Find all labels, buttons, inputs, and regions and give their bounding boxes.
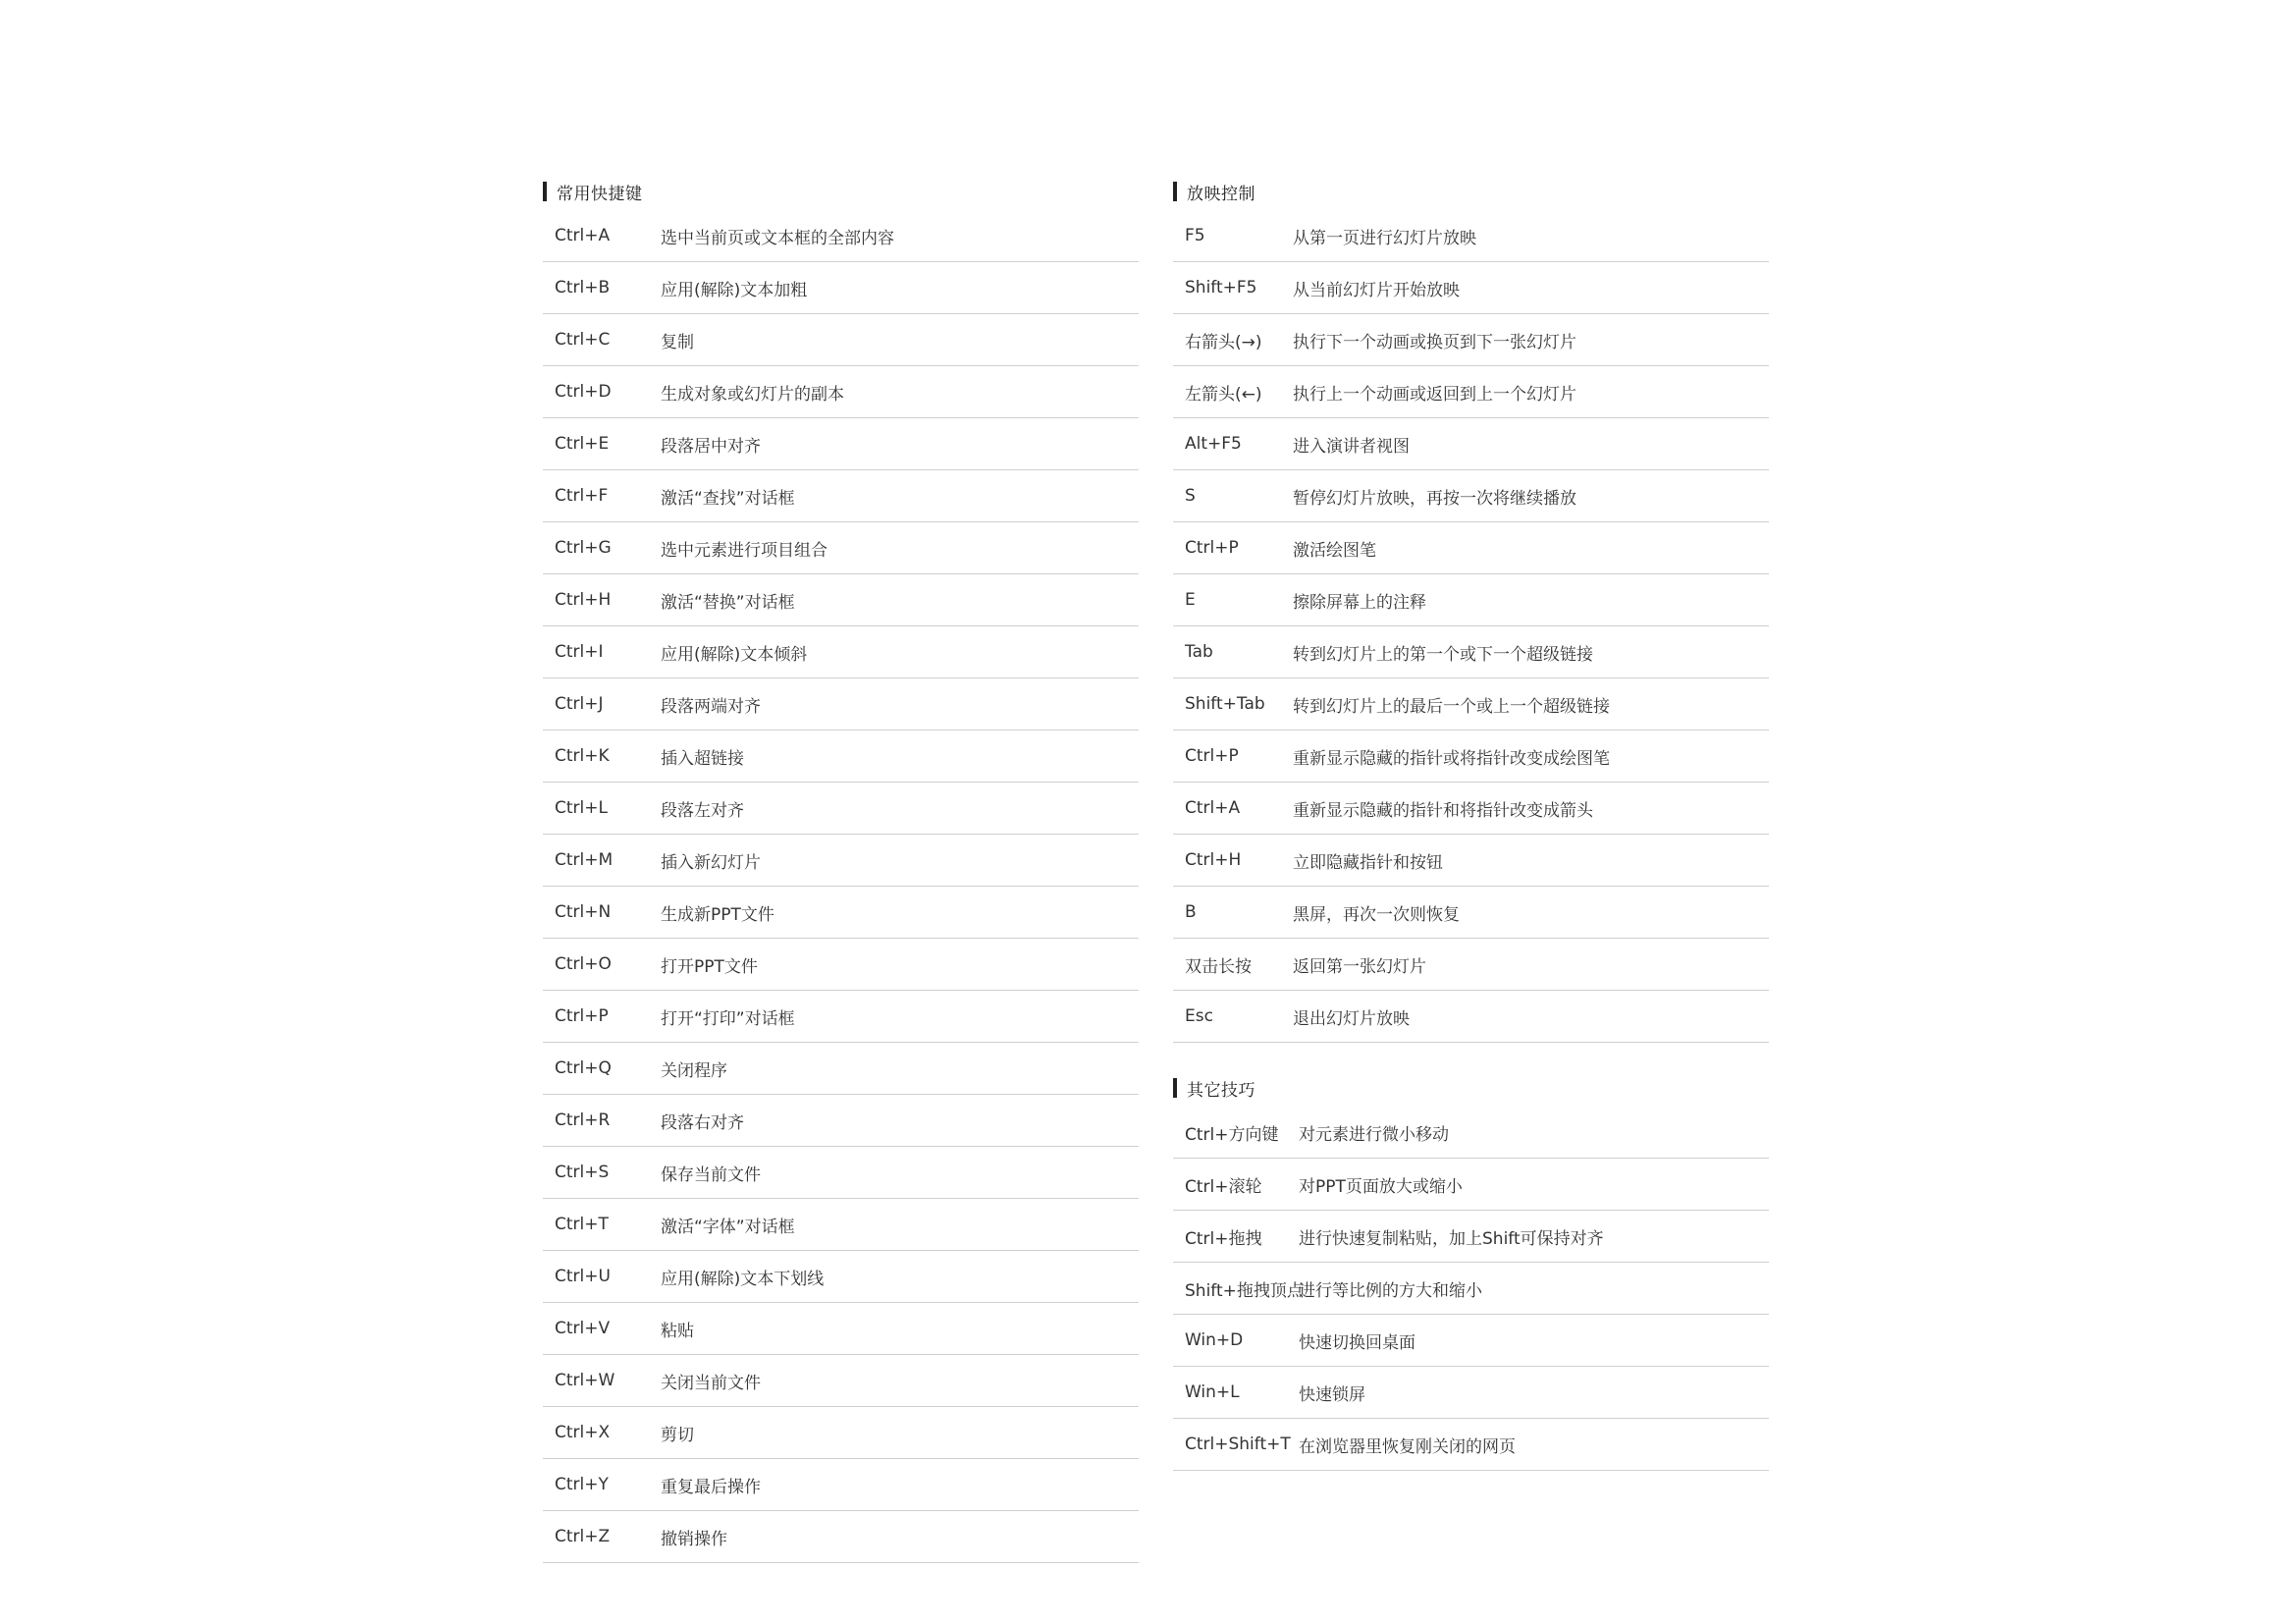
shortcut-key: 双击长按 bbox=[1185, 956, 1252, 977]
shortcut-description: 从当前幻灯片开始放映 bbox=[1293, 280, 1460, 300]
shortcut-row bbox=[543, 835, 1139, 887]
shortcut-row bbox=[543, 574, 1139, 626]
section-marker bbox=[1173, 1078, 1177, 1098]
shortcut-description: 进行等比例的方大和缩小 bbox=[1299, 1280, 1482, 1301]
shortcut-description: 执行上一个动画或返回到上一个幻灯片 bbox=[1293, 384, 1576, 405]
shortcut-key: Ctrl+C bbox=[555, 330, 611, 350]
shortcut-description: 对PPT页面放大或缩小 bbox=[1299, 1176, 1463, 1197]
shortcut-row bbox=[543, 210, 1139, 262]
shortcut-description: 重新显示隐藏的指针和将指针改变成箭头 bbox=[1293, 800, 1593, 821]
shortcut-list-common bbox=[543, 210, 1139, 1563]
shortcut-key: Ctrl+T bbox=[555, 1215, 609, 1234]
shortcut-description: 应用(解除)文本倾斜 bbox=[661, 644, 808, 665]
shortcut-row bbox=[543, 262, 1139, 314]
shortcut-row bbox=[1173, 314, 1769, 366]
shortcut-description: 插入超链接 bbox=[661, 748, 744, 769]
shortcut-key: B bbox=[1185, 902, 1197, 922]
shortcut-row bbox=[543, 470, 1139, 522]
shortcut-row bbox=[1173, 887, 1769, 939]
shortcut-description: 进入演讲者视图 bbox=[1293, 436, 1410, 457]
shortcut-description: 进行快速复制粘贴，加上Shift可保持对齐 bbox=[1299, 1228, 1604, 1249]
shortcut-row bbox=[543, 1303, 1139, 1355]
shortcut-row bbox=[543, 887, 1139, 939]
shortcut-key: Ctrl+Z bbox=[555, 1527, 611, 1546]
shortcut-description: 插入新幻灯片 bbox=[661, 852, 761, 873]
shortcut-row bbox=[1173, 1263, 1769, 1315]
shortcut-key: Ctrl+I bbox=[555, 642, 604, 662]
shortcut-key: Ctrl+X bbox=[555, 1423, 611, 1442]
shortcut-description: 生成新PPT文件 bbox=[661, 904, 774, 925]
shortcut-row bbox=[543, 783, 1139, 835]
shortcut-row bbox=[1173, 366, 1769, 418]
shortcut-key: Ctrl+M bbox=[555, 850, 614, 870]
shortcut-key: 右箭头(→) bbox=[1185, 332, 1262, 352]
shortcut-description: 生成对象或幻灯片的副本 bbox=[661, 384, 844, 405]
shortcut-description: 关闭当前文件 bbox=[661, 1373, 761, 1393]
shortcut-description: 在浏览器里恢复刚关闭的网页 bbox=[1299, 1436, 1516, 1457]
shortcut-description: 应用(解除)文本下划线 bbox=[661, 1269, 825, 1289]
shortcut-row bbox=[1173, 1367, 1769, 1419]
shortcut-row bbox=[543, 1459, 1139, 1511]
shortcut-description: 激活绘图笔 bbox=[1293, 540, 1376, 561]
shortcut-row bbox=[1173, 522, 1769, 574]
section-title-text: 放映控制 bbox=[1187, 184, 1255, 204]
shortcut-key: Shift+F5 bbox=[1185, 278, 1257, 298]
shortcut-key: Ctrl+J bbox=[555, 694, 604, 714]
shortcut-row bbox=[1173, 1315, 1769, 1367]
shortcut-description: 段落两端对齐 bbox=[661, 696, 761, 717]
shortcut-description: 撤销操作 bbox=[661, 1529, 727, 1549]
shortcut-description: 应用(解除)文本加粗 bbox=[661, 280, 808, 300]
shortcut-row bbox=[543, 626, 1139, 678]
shortcut-description: 转到幻灯片上的第一个或下一个超级链接 bbox=[1293, 644, 1593, 665]
shortcut-key: E bbox=[1185, 590, 1196, 610]
shortcut-key: Win+D bbox=[1185, 1330, 1244, 1350]
shortcut-row bbox=[1173, 731, 1769, 783]
shortcut-description: 激活“替换”对话框 bbox=[661, 592, 795, 613]
shortcut-row bbox=[543, 1355, 1139, 1407]
shortcut-description: 重复最后操作 bbox=[661, 1477, 761, 1497]
shortcut-description: 选中元素进行项目组合 bbox=[661, 540, 828, 561]
shortcut-key: Ctrl+H bbox=[555, 590, 612, 610]
shortcut-key: Ctrl+P bbox=[555, 1006, 609, 1026]
shortcut-description: 返回第一张幻灯片 bbox=[1293, 956, 1426, 977]
shortcut-description: 快速锁屏 bbox=[1299, 1384, 1365, 1405]
shortcut-key: Win+L bbox=[1185, 1382, 1240, 1402]
shortcut-row bbox=[543, 939, 1139, 991]
shortcut-key: Ctrl+滚轮 bbox=[1185, 1176, 1262, 1197]
shortcut-description: 重新显示隐藏的指针或将指针改变成绘图笔 bbox=[1293, 748, 1610, 769]
shortcut-row bbox=[1173, 626, 1769, 678]
shortcut-row bbox=[1173, 783, 1769, 835]
shortcut-description: 立即隐藏指针和按钮 bbox=[1293, 852, 1443, 873]
shortcut-row bbox=[543, 678, 1139, 731]
shortcut-description: 打开PPT文件 bbox=[661, 956, 758, 977]
section-spacer bbox=[1173, 1043, 1769, 1069]
shortcut-key: Ctrl+E bbox=[555, 434, 610, 454]
shortcut-description: 快速切换回桌面 bbox=[1299, 1332, 1415, 1353]
section-title-text: 常用快捷键 bbox=[557, 184, 643, 204]
shortcut-list-playback bbox=[1173, 210, 1769, 1043]
shortcut-row bbox=[543, 1251, 1139, 1303]
shortcut-row bbox=[543, 1147, 1139, 1199]
shortcut-description: 段落右对齐 bbox=[661, 1112, 744, 1133]
section-title-others bbox=[1173, 1069, 1769, 1107]
shortcut-key: Tab bbox=[1185, 642, 1213, 662]
shortcut-description: 暂停幻灯片放映，再按一次将继续播放 bbox=[1293, 488, 1576, 509]
shortcut-list-others bbox=[1173, 1107, 1769, 1471]
shortcut-key: Ctrl+O bbox=[555, 954, 612, 974]
shortcut-row bbox=[1173, 210, 1769, 262]
shortcut-key: 左箭头(←) bbox=[1185, 384, 1262, 405]
shortcut-key: F5 bbox=[1185, 226, 1205, 245]
shortcut-key: Ctrl+N bbox=[555, 902, 612, 922]
shortcut-key: Ctrl+Q bbox=[555, 1058, 612, 1078]
shortcut-row bbox=[1173, 991, 1769, 1043]
shortcut-row bbox=[543, 418, 1139, 470]
section-title-common bbox=[543, 173, 1139, 210]
shortcut-row bbox=[543, 1407, 1139, 1459]
shortcut-row bbox=[1173, 678, 1769, 731]
shortcut-row bbox=[543, 1043, 1139, 1095]
shortcut-description: 转到幻灯片上的最后一个或上一个超级链接 bbox=[1293, 696, 1610, 717]
shortcut-key: Ctrl+W bbox=[555, 1371, 615, 1390]
shortcut-description: 粘贴 bbox=[661, 1321, 694, 1341]
shortcut-key: Ctrl+H bbox=[1185, 850, 1242, 870]
section-title-text: 其它技巧 bbox=[1187, 1080, 1255, 1101]
shortcut-key: Ctrl+L bbox=[555, 798, 608, 818]
shortcut-description: 段落左对齐 bbox=[661, 800, 744, 821]
shortcut-row bbox=[543, 366, 1139, 418]
shortcut-key: Ctrl+R bbox=[555, 1110, 611, 1130]
shortcut-key: Ctrl+V bbox=[555, 1319, 611, 1338]
shortcut-row bbox=[1173, 574, 1769, 626]
shortcut-key: Ctrl+G bbox=[555, 538, 612, 558]
shortcut-row bbox=[543, 991, 1139, 1043]
shortcut-description: 段落居中对齐 bbox=[661, 436, 761, 457]
shortcut-description: 打开“打印”对话框 bbox=[661, 1008, 795, 1029]
shortcut-key: Ctrl+Y bbox=[555, 1475, 609, 1494]
shortcut-description: 黑屏，再次一次则恢复 bbox=[1293, 904, 1460, 925]
shortcut-row bbox=[1173, 470, 1769, 522]
shortcut-row bbox=[1173, 939, 1769, 991]
shortcut-key: Ctrl+K bbox=[555, 746, 610, 766]
shortcut-key: Ctrl+方向键 bbox=[1185, 1124, 1279, 1145]
right-column bbox=[1173, 173, 1769, 1471]
shortcut-key: Ctrl+Shift+T bbox=[1185, 1435, 1291, 1454]
shortcut-row bbox=[1173, 1419, 1769, 1471]
shortcut-row bbox=[1173, 835, 1769, 887]
shortcut-description: 激活“字体”对话框 bbox=[661, 1217, 795, 1237]
shortcut-row bbox=[1173, 418, 1769, 470]
shortcut-key: Ctrl+A bbox=[1185, 798, 1241, 818]
shortcut-row bbox=[543, 1511, 1139, 1563]
shortcut-description: 从第一页进行幻灯片放映 bbox=[1293, 228, 1476, 248]
shortcut-key: Shift+Tab bbox=[1185, 694, 1265, 714]
section-title-playback bbox=[1173, 173, 1769, 210]
shortcut-key: Ctrl+U bbox=[555, 1267, 611, 1286]
shortcut-description: 激活“查找”对话框 bbox=[661, 488, 795, 509]
shortcut-row bbox=[543, 1095, 1139, 1147]
shortcut-row bbox=[543, 731, 1139, 783]
shortcut-key: Ctrl+S bbox=[555, 1163, 610, 1182]
shortcut-key: Ctrl+F bbox=[555, 486, 609, 506]
shortcut-row bbox=[1173, 1211, 1769, 1263]
shortcut-description: 保存当前文件 bbox=[661, 1164, 761, 1185]
shortcut-description: 退出幻灯片放映 bbox=[1293, 1008, 1410, 1029]
shortcut-key: Esc bbox=[1185, 1006, 1213, 1026]
shortcut-key: Ctrl+D bbox=[555, 382, 612, 402]
shortcut-key: Ctrl+B bbox=[555, 278, 611, 298]
shortcut-key: Ctrl+拖拽 bbox=[1185, 1228, 1262, 1249]
section-marker bbox=[1173, 182, 1177, 201]
shortcut-row bbox=[543, 1199, 1139, 1251]
shortcut-key: Alt+F5 bbox=[1185, 434, 1242, 454]
shortcut-description: 选中当前页或文本框的全部内容 bbox=[661, 228, 894, 248]
shortcut-row bbox=[1173, 1107, 1769, 1159]
shortcut-description: 对元素进行微小移动 bbox=[1299, 1124, 1449, 1145]
shortcut-description: 擦除屏幕上的注释 bbox=[1293, 592, 1426, 613]
shortcut-key: Shift+拖拽顶点 bbox=[1185, 1280, 1304, 1301]
shortcut-row bbox=[1173, 1159, 1769, 1211]
left-column bbox=[543, 173, 1139, 1563]
shortcut-description: 剪切 bbox=[661, 1425, 694, 1445]
shortcut-description: 复制 bbox=[661, 332, 694, 352]
shortcut-key: S bbox=[1185, 486, 1196, 506]
shortcut-key: Ctrl+P bbox=[1185, 538, 1239, 558]
shortcut-key: Ctrl+A bbox=[555, 226, 611, 245]
shortcut-row bbox=[1173, 262, 1769, 314]
shortcut-key: Ctrl+P bbox=[1185, 746, 1239, 766]
section-marker bbox=[543, 182, 547, 201]
shortcut-row bbox=[543, 522, 1139, 574]
shortcut-description: 执行下一个动画或换页到下一张幻灯片 bbox=[1293, 332, 1576, 352]
shortcut-description: 关闭程序 bbox=[661, 1060, 727, 1081]
shortcut-row bbox=[543, 314, 1139, 366]
